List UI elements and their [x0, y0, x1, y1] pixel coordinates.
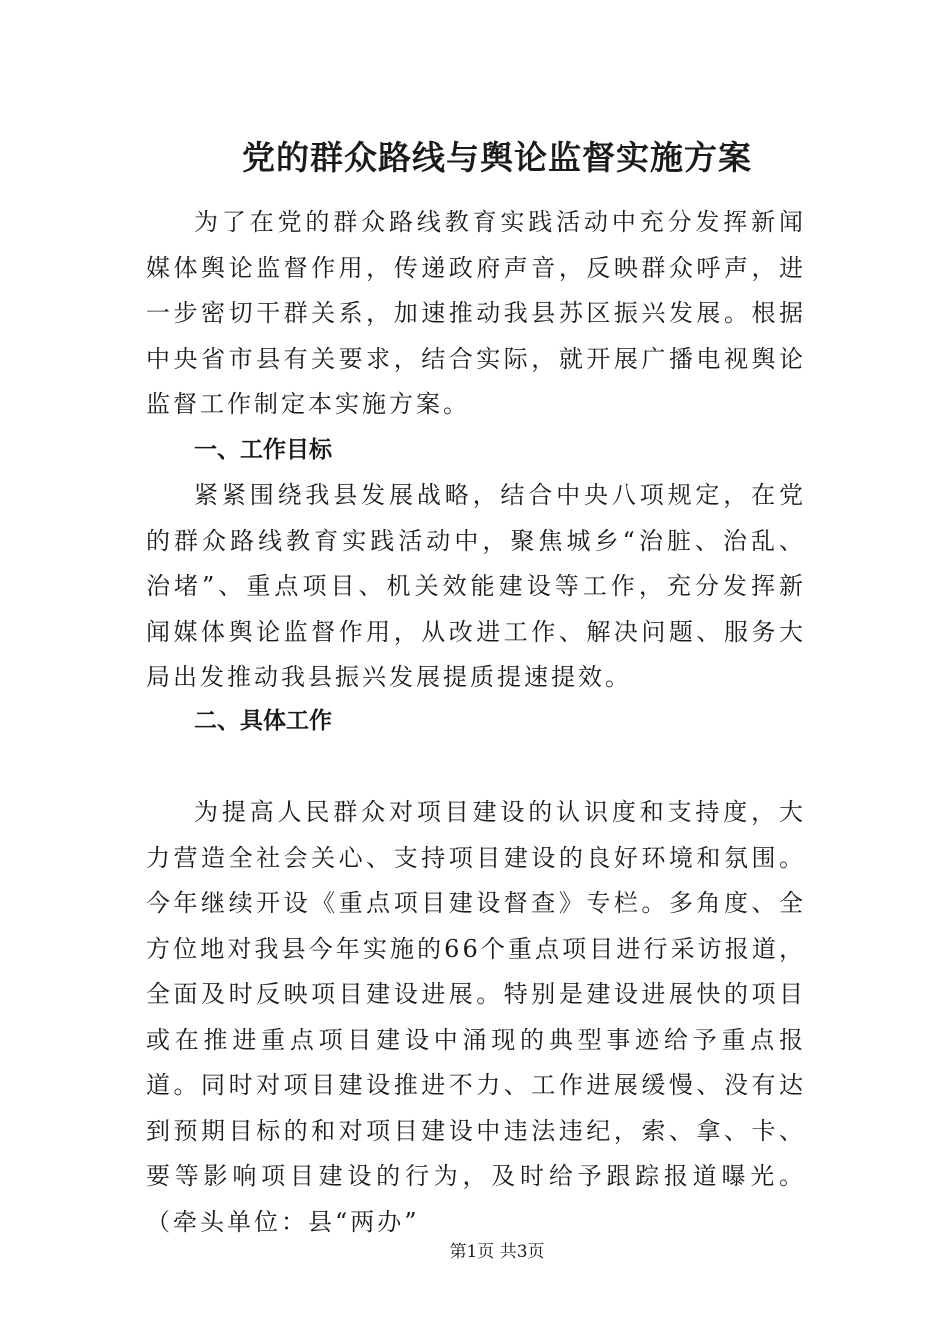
page-indicator: 第1页 共3页 — [449, 1242, 545, 1262]
section-heading-tasks: 二、具体工作 — [194, 708, 332, 734]
document-title: 党的群众路线与舆论监督实施方案 — [242, 138, 752, 177]
section-heading-goals: 一、工作目标 — [194, 437, 332, 463]
tasks-paragraph: 为提高人民群众对项目建设的认识度和支持度，大力营造全社会关心、支持项目建设的良好环境和氛围。今年继续开设《重点项目建设督查》专栏。多角度、全方位地对我县今年实施的66个重点项目进行采访报道，全面及时反映项目建设进展。特别是建设进展快的项目或在推进重点项目建设中涌现的典型事迹给予重点报道。同时对项目建设推进不力、工作进展缓慢、没有达到预期目标的和对项目建设中违法违纪，索、拿、卡、要等影响项目建设的行为，及时给予跟踪报道曝光。（牵头单位：县“两办” — [146, 798, 806, 1236]
goals-paragraph: 紧紧围绕我县发展战略，结合中央八项规定，在党的群众路线教育实践活动中，聚焦城乡“治脏、治乱、治堵”、重点项目、机关效能建设等工作，充分发挥新闻媒体舆论监督作用，从改进工作、解决问题、服务大局出发推动我县振兴发展提质提速提效。 — [146, 481, 806, 691]
intro-paragraph: 为了在党的群众路线教育实践活动中充分发挥新闻媒体舆论监督作用，传递政府声音，反映群众呼声，进一步密切干群关系，加速推动我县苏区振兴发展。根据中央省市县有关要求，结合实际，就开展广播电视舆论监督工作制定本实施方案。 — [146, 208, 806, 418]
